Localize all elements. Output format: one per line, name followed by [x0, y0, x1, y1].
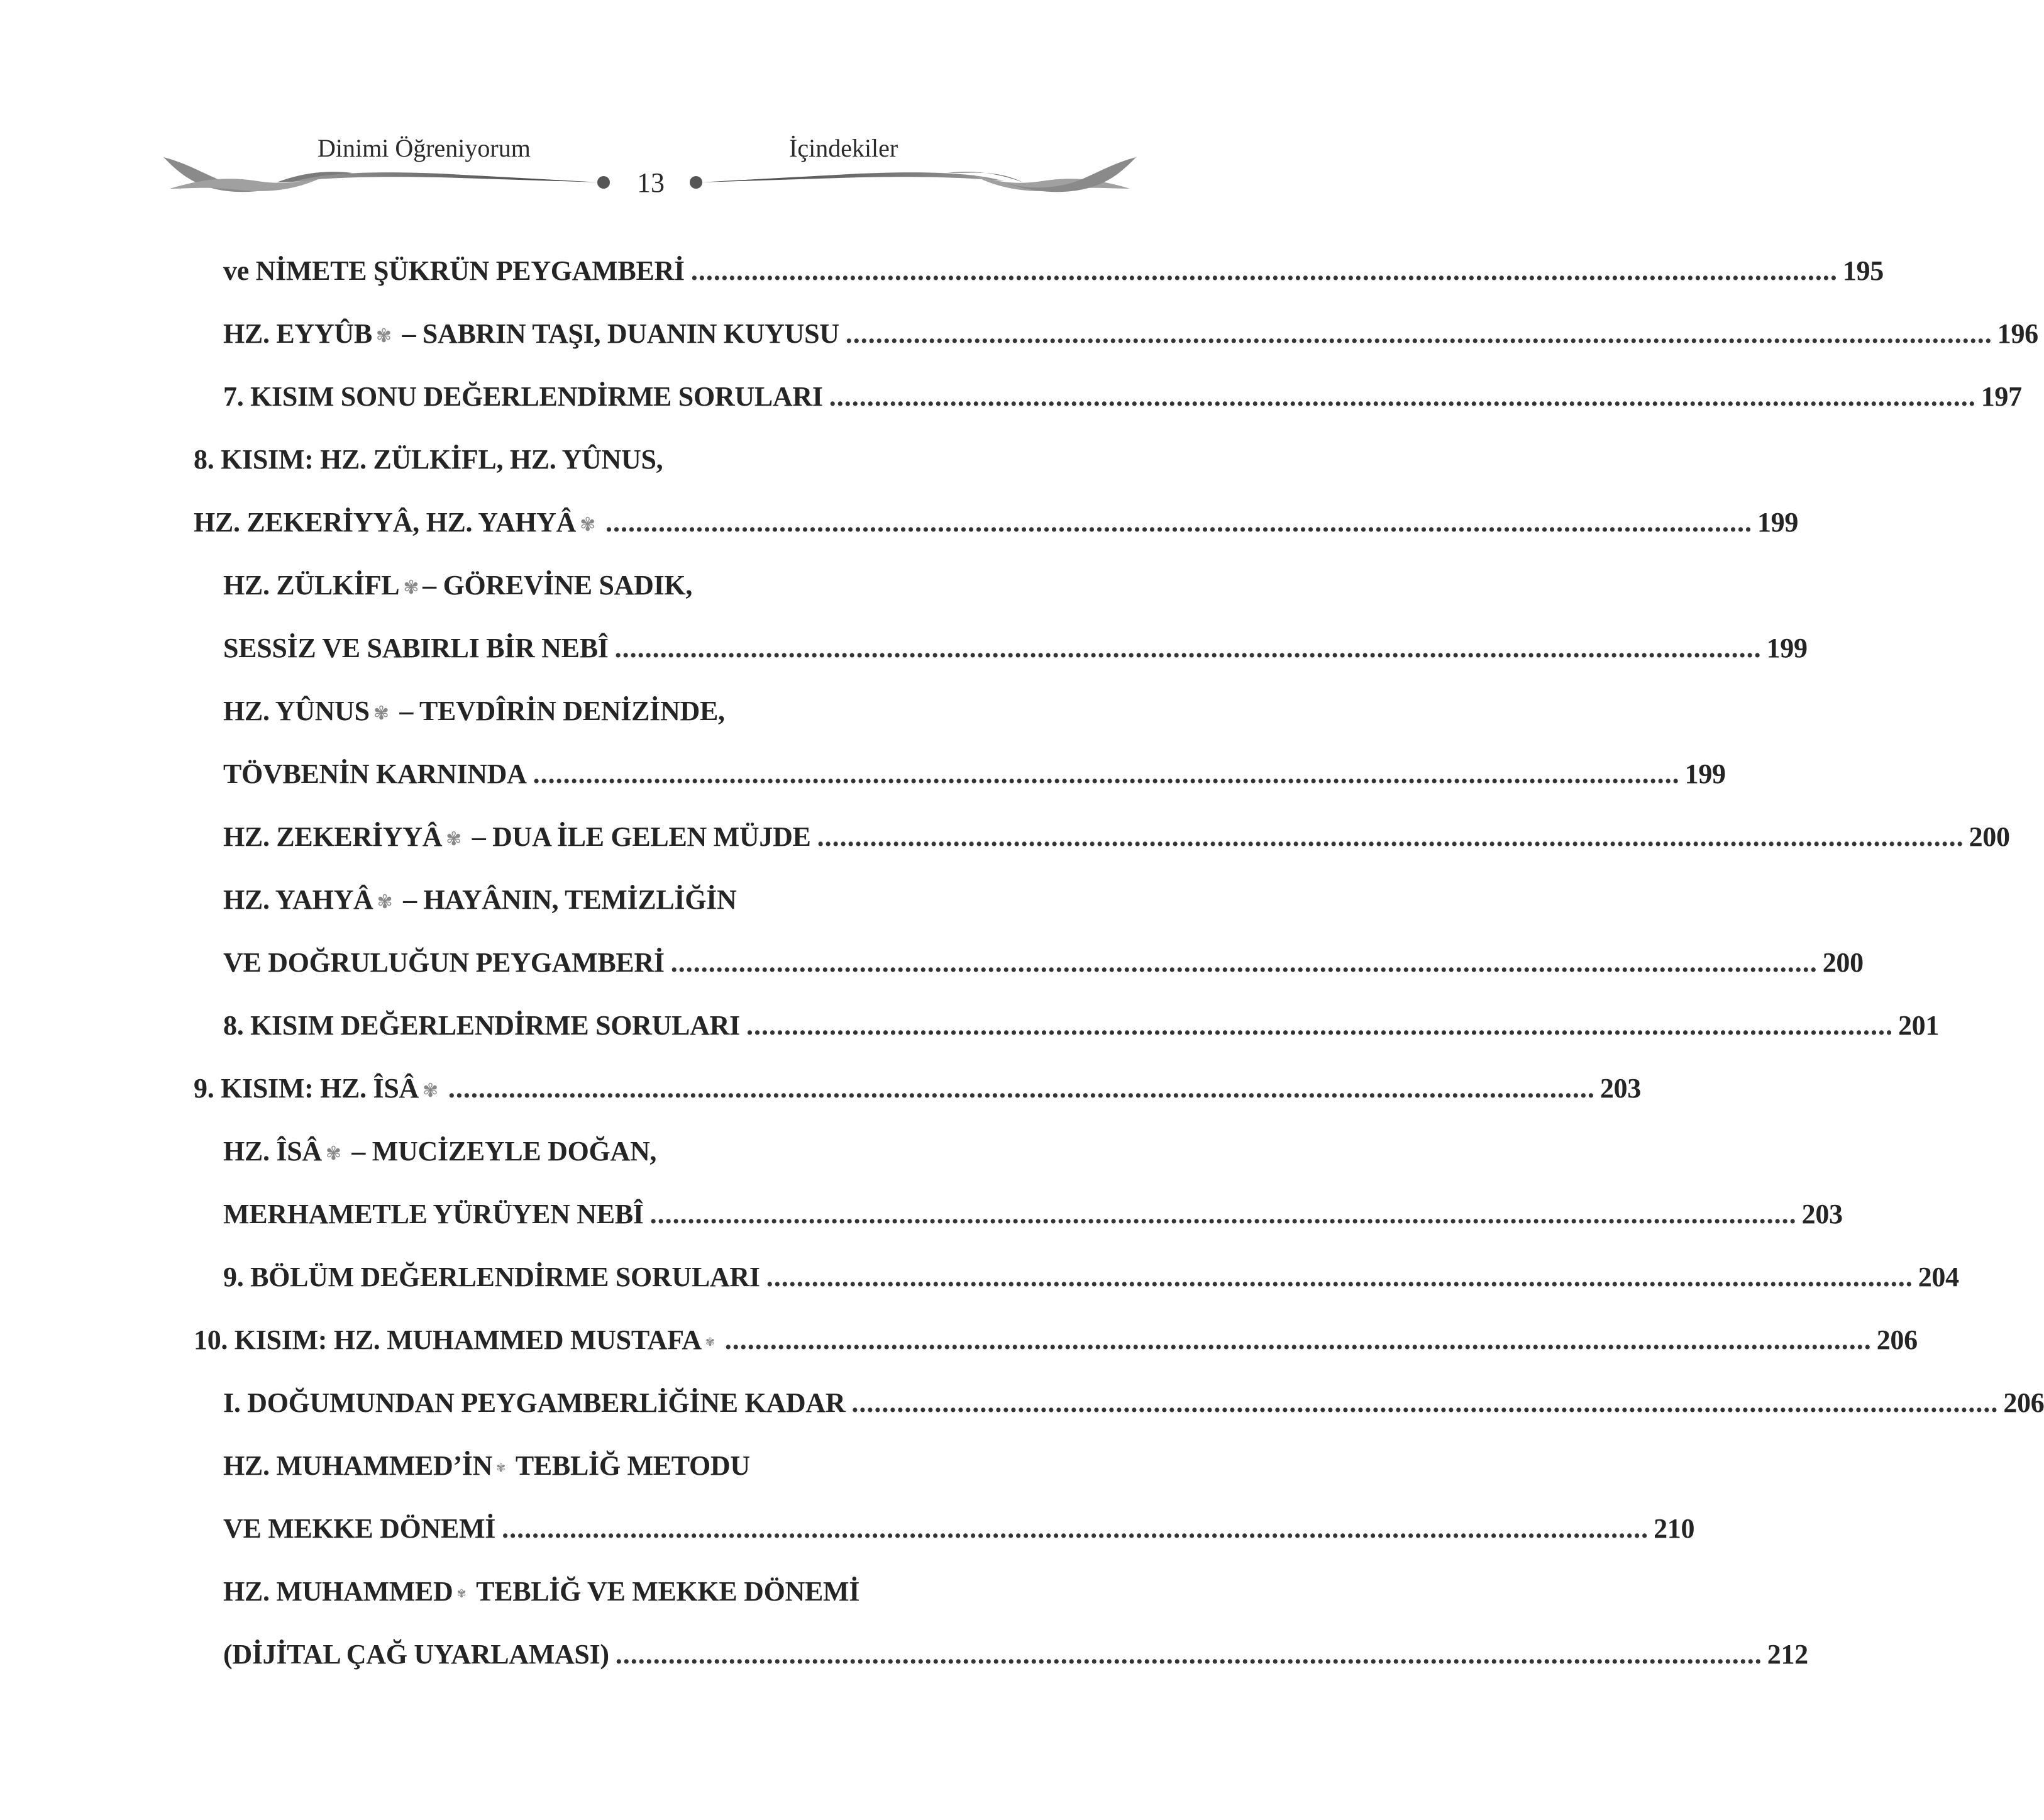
toc-entry-title: HZ. EYYÛB: [223, 318, 372, 349]
toc-entry-title: HZ. ZEKERİYYÂ, HZ. YAHYÂ: [194, 507, 577, 538]
toc-entry[interactable]: [223, 1009, 1940, 1047]
toc-entry[interactable]: [223, 946, 1864, 984]
toc-entry-page: 204: [1918, 1262, 1959, 1292]
toc-entry[interactable]: [223, 821, 2010, 858]
toc-entry-title: HZ. MUHAMMED’İN: [223, 1450, 493, 1481]
dot-leader: ........................................................................................................................................................: [690, 255, 1838, 286]
dot-leader: ........................................................................................................................................................: [615, 1639, 1762, 1670]
toc-entry-subtitle: TEBLİĞ METODU: [509, 1450, 750, 1481]
dot-leader: ........................................................................................................................................................: [605, 507, 1752, 538]
book-title: Dinimi Öğreniyorum: [318, 134, 531, 162]
toc-entry-title: 8. KISIM: HZ. ZÜLKİFL, HZ. YÛNUS,: [194, 444, 663, 475]
toc-entry[interactable]: [223, 695, 1116, 733]
toc-entry-title: I. DOĞUMUNDAN PEYGAMBERLİĞİNE KADAR: [223, 1387, 846, 1418]
header-ornament-icon: [0, 145, 1300, 214]
toc-entry-page: 199: [1766, 633, 1808, 663]
dot-leader: ........................................................................................................................................................: [851, 1387, 1999, 1418]
dot-leader: ........................................................................................................................................................: [817, 821, 1964, 852]
dot-leader: ........................................................................................................................................................: [649, 1199, 1797, 1229]
toc-entry-page: 199: [1684, 758, 1726, 789]
dot-leader: ........................................................................................................................................................: [746, 1010, 1893, 1041]
toc-entry-subtitle: – DUA İLE GELEN MÜJDE: [465, 821, 811, 852]
toc-entry-page: 206: [2003, 1387, 2044, 1418]
toc-entry[interactable]: [223, 1638, 1808, 1676]
dot-leader: ........................................................................................................................................................: [448, 1073, 1595, 1104]
toc-entry-page: 206: [1876, 1324, 1918, 1355]
toc-entry-title: HZ. MUHAMMED: [223, 1576, 453, 1607]
toc-entry-title: 9. KISIM: HZ. ÎSÂ: [194, 1073, 419, 1104]
toc-entry-subtitle: TEBLİĞ VE MEKKE DÖNEMİ: [470, 1576, 860, 1607]
toc-entry-page: 197: [1980, 381, 2022, 412]
toc-entry[interactable]: [223, 1575, 1116, 1613]
toc-entry[interactable]: [223, 255, 1884, 292]
toc-entry-title: HZ. YÛNUS: [223, 696, 370, 726]
toc-entry-page: 196: [1997, 318, 2038, 349]
toc-entry[interactable]: [223, 318, 2038, 355]
honorific-symbol-icon: ✾: [373, 703, 389, 724]
toc-entry[interactable]: [223, 1135, 1116, 1173]
honorific-symbol-icon: ✾: [422, 1080, 438, 1102]
toc-entry-title: VE MEKKE DÖNEMİ: [223, 1513, 496, 1544]
dot-leader: ........................................................................................................................................................: [614, 633, 1762, 663]
honorific-symbol-icon: ✾: [580, 514, 595, 536]
toc-entry-title: HZ. ZEKERİYYÂ: [223, 821, 443, 852]
toc-entry-subtitle: – SABRIN TAŞI, DUANIN KUYUSU: [395, 318, 839, 349]
toc-entry[interactable]: [223, 884, 1116, 921]
honorific-symbol-icon: ✾: [375, 326, 392, 347]
toc-entry[interactable]: [194, 506, 1799, 544]
honorific-symbol-icon: ✾: [325, 1143, 341, 1165]
toc-entry[interactable]: [223, 632, 1808, 670]
toc-entry[interactable]: [223, 1512, 1695, 1550]
toc-entry-title: HZ. ÎSÂ: [223, 1136, 322, 1167]
toc-entry[interactable]: [194, 1072, 1641, 1110]
toc-entry-title: MERHAMETLE YÜRÜYEN NEBÎ: [223, 1199, 644, 1229]
toc-entry-page: 203: [1599, 1073, 1641, 1104]
toc-entry[interactable]: [223, 1198, 1843, 1236]
dot-leader: ........................................................................................................................................................: [829, 381, 1976, 412]
toc-entry-title: SESSİZ VE SABIRLI BİR NEBÎ: [223, 633, 609, 663]
dot-leader: ........................................................................................................................................................: [670, 947, 1818, 978]
toc-entry-title: HZ. ZÜLKİFL: [223, 570, 400, 601]
toc-entry-subtitle: – MUCİZEYLE DOĞAN,: [345, 1136, 657, 1167]
toc-entry-title: 8. KISIM DEĞERLENDİRME SORULARI: [223, 1010, 740, 1041]
toc-entry-page: 201: [1898, 1010, 1940, 1041]
toc-entry-title: TÖVBENİN KARNINDA: [223, 758, 527, 789]
toc-entry-page: 203: [1801, 1199, 1843, 1229]
dot-leader: ........................................................................................................................................................: [766, 1262, 1913, 1292]
toc-entry-page: 200: [1969, 821, 2010, 852]
toc-entry-page: 212: [1767, 1639, 1808, 1670]
toc-entry[interactable]: [223, 758, 1726, 796]
toc-entry[interactable]: [223, 1450, 1116, 1487]
toc-entry[interactable]: [223, 380, 2022, 418]
honorific-symbol-icon: ✾: [446, 829, 462, 850]
honorific-symbol-icon: ✾: [456, 1587, 467, 1601]
toc-entry[interactable]: [223, 1261, 1959, 1299]
honorific-symbol-icon: ✾: [377, 892, 393, 913]
toc-entry-title: 10. KISIM: HZ. MUHAMMED MUSTAFA: [194, 1324, 702, 1355]
toc-entry-page: 199: [1757, 507, 1799, 538]
toc-entry-subtitle: – HAYÂNIN, TEMİZLİĞİN: [396, 884, 737, 915]
toc-entry-page: 200: [1822, 947, 1864, 978]
toc-entry-subtitle: – TEVDÎRİN DENİZİNDE,: [392, 696, 725, 726]
toc-entry-title: (DİJİTAL ÇAĞ UYARLAMASI): [223, 1639, 609, 1670]
section-title: İçindekiler: [789, 134, 898, 162]
toc-entry-subtitle: – GÖREVİNE SADIK,: [423, 570, 693, 601]
toc-entry[interactable]: [194, 1324, 1918, 1362]
toc-entry-page: 210: [1654, 1513, 1695, 1544]
dot-leader: ........................................................................................................................................................: [845, 318, 1992, 349]
honorific-symbol-icon: ✾: [403, 577, 419, 599]
honorific-symbol-icon: ✾: [705, 1336, 715, 1349]
toc-entry-title: HZ. YAHYÂ: [223, 884, 373, 915]
toc-entry-title: ve NİMETE ŞÜKRÜN PEYGAMBERİ: [223, 255, 685, 286]
dot-leader: ........................................................................................................................................................: [502, 1513, 1649, 1544]
toc-entry-title: VE DOĞRULUĞUN PEYGAMBERİ: [223, 947, 665, 978]
dot-leader: ........................................................................................................................................................: [533, 758, 1680, 789]
honorific-symbol-icon: ✾: [496, 1462, 505, 1475]
page-header: [0, 0, 1300, 226]
toc-entry-title: 7. KISIM SONU DEĞERLENDİRME SORULARI: [223, 381, 823, 412]
dot-leader: ........................................................................................................................................................: [724, 1324, 1872, 1355]
toc-entry-page: 195: [1842, 255, 1884, 286]
toc-entry[interactable]: [223, 1387, 2044, 1424]
toc-entry[interactable]: [223, 569, 1116, 607]
page-number: 13: [637, 167, 665, 198]
toc-entry-title: 9. BÖLÜM DEĞERLENDİRME SORULARI: [223, 1262, 760, 1292]
toc-entry[interactable]: [194, 443, 1116, 481]
